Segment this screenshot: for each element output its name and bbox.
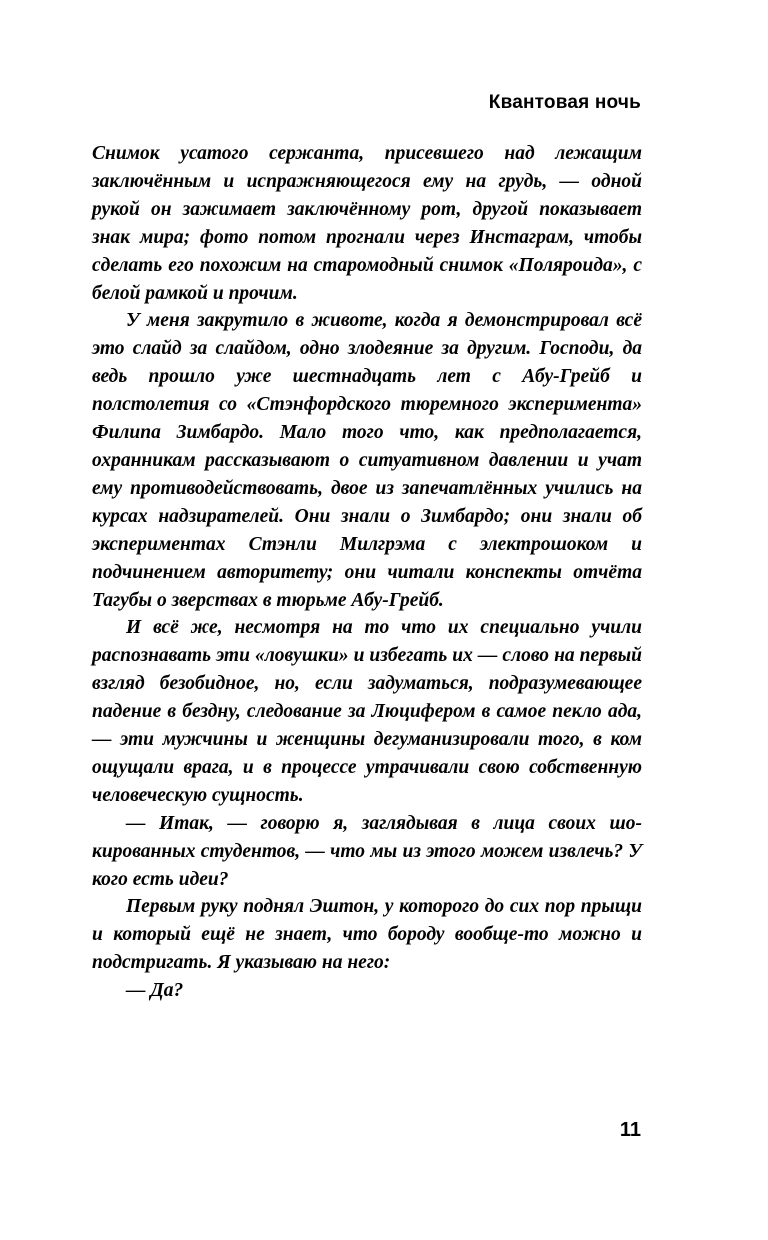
paragraph-6-dialogue: — Да? [126, 980, 184, 1002]
paragraph-5: Первым руку поднял Эштон, у которого до сих пор прыщи и который ещё не знает, что бороду вообще-то можно и подстригать. Я указываю на него: [92, 896, 642, 974]
paragraph-4-dialogue: — Итак, — говорю я, заглядывая в лица своих шокированных студентов, — что мы из этого можем извлечь? У кого есть идеи? [92, 812, 642, 890]
page-number: 11 [619, 1119, 641, 1141]
running-head-title: Квантовая ночь [488, 92, 641, 113]
paragraph-2: У меня закрутило в животе, когда я демонстрировал всё это слайд за слайдом, одно злодеяние за другим. Господи, да ведь прошло уже шестнадцать лет с Абу-Грейб и полстолетия со «Стэнфордского тюремного эксперимента» Филипа Зимбардо. Мало того что, как предполагается, охранникам рассказывают о ситуативном давлении и учат ему противодействовать, двое из запечатлённых учились на курсах надзирателей. Они знали о Зимбардо; они знали об экспериментах Стэнли Милгрэма с электрошоком и подчинением авторитету; они читали конспекты отчёта Тагубы о зверствах в тюрьме Абу-Грейб. [92, 310, 642, 611]
paragraph-3: И всё же, несмотря на то что их специально учили распознавать эти «ловушки» и избегать их — слово на первый взгляд безобидное, но, если задуматься, подразумевающее падение в бездну, следование за Люцифером в самое пекло ада, — эти мужчины и женщины дегуманизировали того, в ком ощущали врага, и в процессе утрачивали свою собственную человеческую сущность. [92, 617, 642, 806]
paragraph-1: Снимок усатого сержанта, присевшего над лежащим заключённым и испражняющегося ему на грудь, — одной рукой он зажимает заключённому рот, другой показывает знак мира; фото потом прогнали через Инстаграм, чтобы сделать его похожим на старомодный снимок «Поляроида», с белой рамкой и прочим. [92, 143, 642, 304]
page-body-text [92, 140, 642, 1005]
